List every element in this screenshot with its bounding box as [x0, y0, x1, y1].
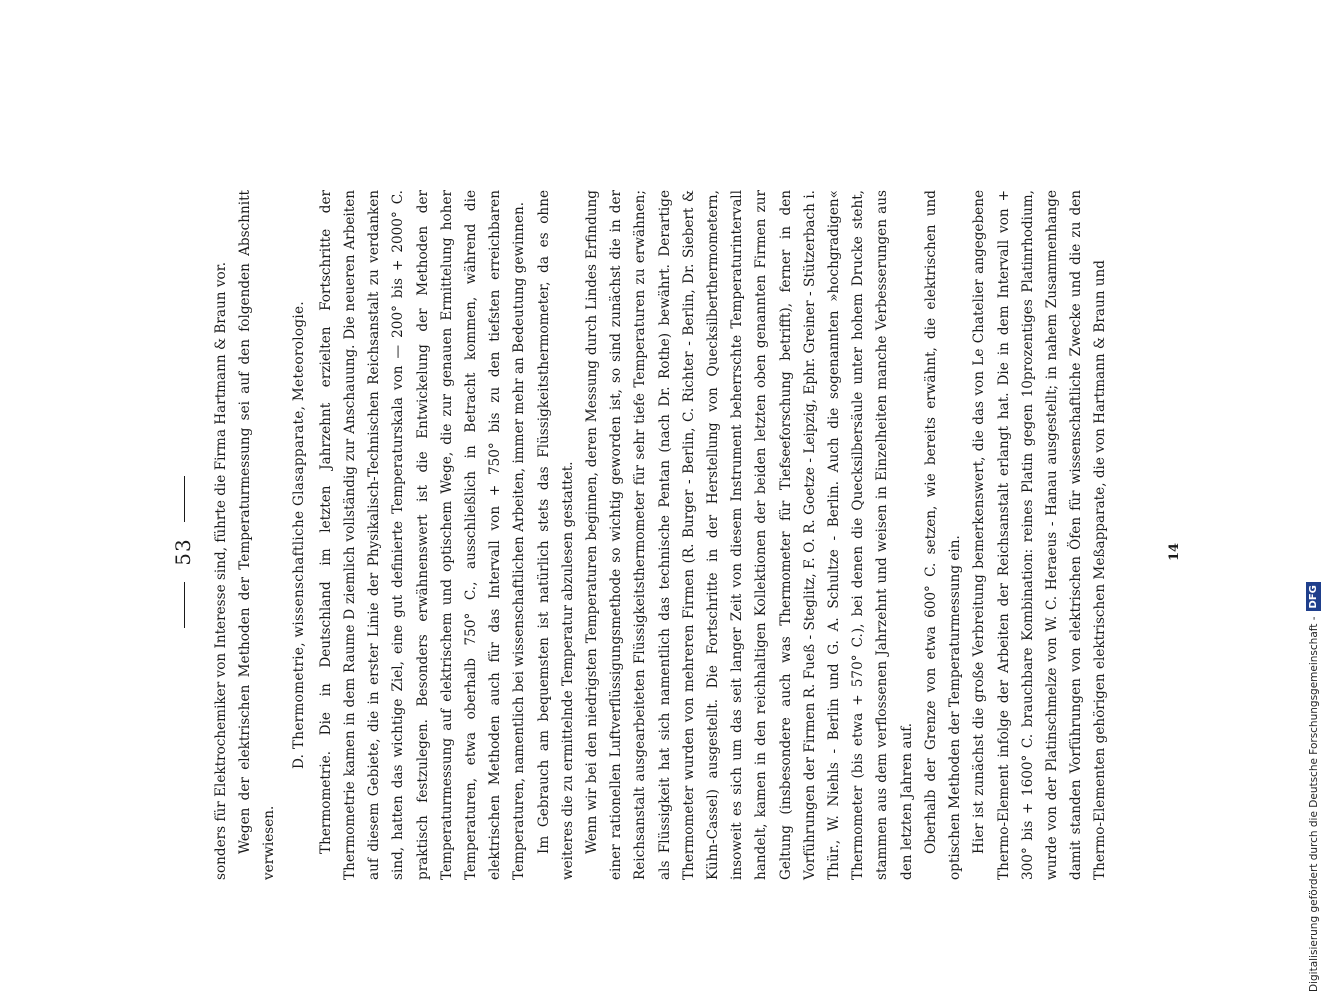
paragraph: Im Gebrauch am bequemsten ist natürlich stets das Flüssigkeitsthermometer, da es ohne weiteres die zu ermittelnde Temperatur abzulesen gestattet.: [535, 190, 576, 880]
paragraph: Wenn wir bei den niedrigsten Temperaturen beginnen, deren Messung durch Lindes Erfindung einer rationellen Luftverflüssigungsmethode so wichtig geworden ist, so sind zunächst die in der Reichsanstalt ausgearbeiteten Flüssigkeitsthermometer für sehr tiefe Temperaturen zu erwähnen; als Flüssigkeit hat sich namentlich das technische Pentan (nach Dr. Rothe) bewährt. Derartige Thermometer wurden von mehreren Firmen (R. Burger - Berlin, C. Richter - Berlin, Dr. Siebert & Kühn-Cassel) ausgestellt. Die Fortschritte in der Herstellung von Quecksilberthermometern, insoweit es sich um das seit langer Zeit von diesem Instrument beherrschte Temperaturintervall handelt, kamen in den reichhaltigen Kollektionen der beiden letzten oben genannten Firmen zur Geltung (insbesondere auch was Thermometer für Tiefseeforschung betrifft), ferner in den Vorführungen der Firmen R. Fueß - Steglitz, F. O. R. Goetze - Leipzig, Ephr. Greiner - Stützerbach i. Thür., W. Niehls - Berlin und G. A. Schultze - Berlin. Auch die sogenannten »hochgradigen« Thermometer (bis etwa + 570° C.), bei denen die Quecksilbersäule unter hohem Drucke steht, stammen aus dem verflossenen Jahrzehnt und weisen in Einzelheiten manche Verbesserungen aus den letzten Jahren auf.: [584, 190, 915, 880]
dfg-logo: DFG: [1306, 582, 1321, 611]
paragraph: Hier ist zunächst die große Verbreitung bemerkenswert, die das von Le Chatelier angegebene Thermo-Element infolge der Arbeiten der Reichsanstalt erlangt hat. Die in dem Intervall von + 300° bis + 1600° C. brauchbare Kombination: reines Platin gegen 10prozentiges Platinrhodium, wurde von der Platinschmelze von W. C. Heraeus - Hanau ausgestellt; in nahem Zusammenhange damit standen Vorführungen von elektrischen Öfen für wissenschaftliche Zwecke und die zu den Thermo-Elementen gehörigen elektrischen Meßapparate, die von Hartmann & Braun und: [971, 190, 1109, 880]
dash-left: [184, 582, 185, 628]
sheet-signature: 14: [1167, 542, 1182, 562]
paragraph: Thermometrie. Die in Deutschland im letzten Jahrzehnt erzielten Fortschritte der Thermometrie kamen in dem Raume D ziemlich vollständig zur Anschauung. Die neueren Arbeiten auf diesem Gebiete, die in erster Linie der Physikalisch-Technischen Reichsanstalt zu verdanken sind, hatten das wichtige Ziel, eine gut definierte Temperaturskala von — 200° bis + 2000° C. praktisch festzulegen. Besonders erwähnenswert ist die Entwickelung der Methoden der Temperaturmessung auf elektrischem und optischem Wege, die zur genauen Ermittelung hoher Temperaturen, etwa oberhalb 750° C., ausschließlich in Betracht kommen, während die elektrischen Methoden auch für das Intervall von + 750° bis zu den tiefsten erreichbaren Temperaturen, namentlich bei wissenschaftlichen Arbeiten, immer mehr an Bedeutung gewinnen.: [317, 190, 528, 880]
paragraph: Oberhalb der Grenze von etwa 600° C. setzen, wie bereits erwähnt, die elektrischen und optischen Methoden der Temperaturmessung ein.: [922, 190, 964, 880]
dash-right: [184, 476, 185, 522]
section-heading: D. Thermometrie, wissenschaftliche Glasapparate, Meteorologie.: [290, 300, 307, 770]
paragraph: sonders für Elektrochemiker von Interesse sind, führte die Firma Hartmann & Braun vor.: [213, 261, 229, 880]
page-number-text: 53: [171, 538, 195, 566]
credit-text: Digitalisierung gefördert durch die Deutsche Forschungsgemeinschaft -: [1307, 616, 1320, 992]
rotated-book-page: [119, 172, 1219, 932]
digitization-credit: [1306, 582, 1321, 992]
page-number: [171, 172, 195, 932]
paragraph: Wegen der elektrischen Methoden der Temperaturmessung sei auf den folgenden Abschnitt verwiesen.: [237, 190, 278, 880]
body-text: [209, 190, 1113, 880]
